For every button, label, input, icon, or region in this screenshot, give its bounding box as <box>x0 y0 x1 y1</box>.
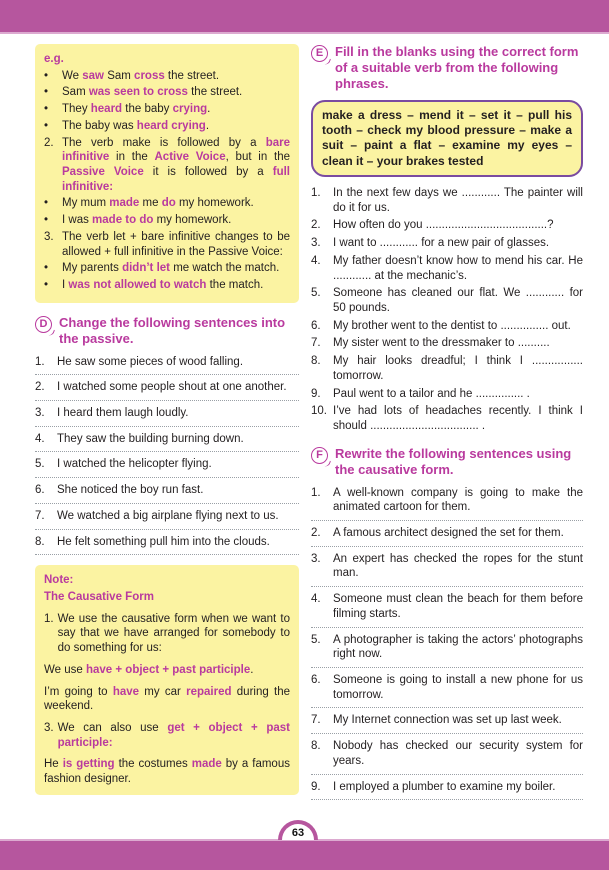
example-line <box>44 85 290 100</box>
section-f-heading <box>311 446 583 478</box>
bullet-marker: • <box>44 119 49 132</box>
exercise-item <box>35 355 299 370</box>
note-paragraph <box>44 612 290 656</box>
exercise-item <box>311 739 583 768</box>
item-text: In the next few days we ............ The painter will do it for us. <box>333 187 583 214</box>
item-text: My brother went to the dentist to ............... out. <box>333 319 571 332</box>
accent-text: crying <box>172 103 208 116</box>
example-line-text: We saw Sam cross the street. <box>62 69 220 82</box>
bottom-border-bar <box>0 839 609 870</box>
accent-text: made <box>109 197 140 210</box>
bullet-marker: • <box>44 262 49 275</box>
item-text: A well-known company is going to make the animated cartoon for them. <box>333 486 583 514</box>
accent-text: was not allowed to watch <box>68 279 207 292</box>
bullet-marker: • <box>44 279 49 292</box>
answer-dotted-line <box>311 774 583 775</box>
item-number: 4. <box>311 593 321 606</box>
paragraph-text: He is getting the costumes made by a famous fashion designer. <box>44 758 290 786</box>
item-number: 3. <box>35 406 45 419</box>
item-text: An expert has checked the ropes for the stunt man. <box>333 552 583 580</box>
exercise-item <box>311 780 583 795</box>
item-text: We watched a big airplane flying next to us. <box>57 509 279 522</box>
paragraph-number: 1. <box>44 612 54 625</box>
answer-dotted-line <box>35 554 299 555</box>
exercise-item <box>311 319 583 334</box>
example-line-text: They heard the baby crying. <box>62 103 211 116</box>
item-number: 8. <box>311 740 321 753</box>
item-number: 5. <box>311 633 321 646</box>
exercise-item <box>311 552 583 581</box>
example-line <box>44 213 290 228</box>
exercise-item <box>311 592 583 621</box>
note-paragraphs <box>44 612 290 787</box>
paragraph-text: I’m going to have my car repaired during the weekend. <box>44 685 290 713</box>
note-paragraph <box>44 663 290 678</box>
item-text: He saw some pieces of wood falling. <box>57 355 244 368</box>
exercise-item <box>35 535 299 550</box>
section-d-title: Change the following sentences into the passive. <box>59 314 286 346</box>
right-column <box>311 44 583 805</box>
item-number: 10. <box>311 405 327 418</box>
accent-text: have <box>112 685 140 698</box>
exercise-item <box>311 486 583 515</box>
answer-dotted-line <box>35 400 299 401</box>
section-e-badge-icon: E <box>311 45 328 62</box>
example-line <box>44 119 290 134</box>
item-number: 1. <box>311 187 321 200</box>
bullet-marker: • <box>44 86 49 99</box>
exercise-item <box>35 509 299 524</box>
answer-dotted-line <box>311 799 583 800</box>
bullet-marker: • <box>44 197 49 210</box>
item-number: 3. <box>311 237 321 250</box>
item-number: 7. <box>311 714 321 727</box>
exercise-item <box>311 673 583 702</box>
line-number: 3. <box>44 230 54 243</box>
section-f-badge-icon: F <box>311 447 328 464</box>
note-paragraph <box>44 757 290 786</box>
answer-dotted-line <box>35 503 299 504</box>
accent-text: cross <box>134 69 165 82</box>
bullet-marker: • <box>44 103 49 116</box>
example-line-text: The verb let + bare infinitive changes to be allowed + full infinitive in the Passive Voice: <box>62 230 290 258</box>
item-number: 8. <box>35 535 45 548</box>
item-number: 9. <box>311 387 321 400</box>
bullet-marker: • <box>44 69 49 82</box>
exercise-item <box>311 404 583 433</box>
item-text: She noticed the boy run fast. <box>57 484 204 497</box>
accent-text: saw <box>82 69 104 82</box>
item-number: 2. <box>311 526 321 539</box>
answer-dotted-line <box>35 374 299 375</box>
exercise-list-d <box>35 355 299 556</box>
item-number: 2. <box>311 219 321 232</box>
item-number: 4. <box>311 254 321 267</box>
item-text: My father doesn’t know how to mend his car. He ............ at the mechanic’s. <box>333 254 583 282</box>
answer-dotted-line <box>311 520 583 521</box>
item-text: They saw the building burning down. <box>57 432 244 445</box>
item-number: 7. <box>311 337 321 350</box>
phrase-bank-box: make a dress – mend it – set it – pull his tooth – check my blood pressure – make a suit – paint a flat – examine my eyes – clean it – your brakes tested <box>311 100 583 177</box>
item-text: A famous architect designed the set for them. <box>333 526 564 539</box>
item-number: 6. <box>311 319 321 332</box>
line-number: 2. <box>44 136 54 149</box>
left-column <box>35 44 299 795</box>
item-number: 8. <box>311 355 321 368</box>
item-number: 6. <box>311 673 321 686</box>
accent-text: was seen to cross <box>88 86 188 99</box>
answer-dotted-line <box>311 546 583 547</box>
paragraph-text: We use have + object + past participle. <box>44 663 254 676</box>
accent-text: heard <box>90 103 123 116</box>
exercise-item <box>35 406 299 421</box>
item-number: 2. <box>35 381 45 394</box>
example-line-text: I was made to do my homework. <box>62 214 232 227</box>
item-number: 3. <box>311 552 321 565</box>
accent-text: didn’t let <box>122 262 170 275</box>
accent-text: made <box>191 758 222 771</box>
page-number: 63 <box>291 826 305 839</box>
accent-text: have + object + past participle <box>85 663 251 676</box>
exercise-item <box>35 432 299 447</box>
exercise-item <box>311 286 583 315</box>
answer-dotted-line <box>311 586 583 587</box>
accent-text: get + object + past participle: <box>57 722 290 749</box>
paragraph-text: We can also use get + object + past participle: <box>57 722 290 749</box>
example-line-text: Sam was seen to cross the street. <box>62 86 243 99</box>
exercise-list-e <box>311 186 583 434</box>
item-number: 1. <box>311 486 321 499</box>
section-e-heading <box>311 44 583 92</box>
example-line-text: The baby was heard crying. <box>62 119 210 132</box>
example-line-text: I was not allowed to watch the match. <box>62 279 264 292</box>
answer-dotted-line <box>311 707 583 708</box>
item-number: 5. <box>35 458 45 471</box>
example-line <box>44 69 290 84</box>
item-number: 9. <box>311 780 321 793</box>
example-line-text: My mum made me do my homework. <box>62 197 254 210</box>
example-line <box>44 261 290 276</box>
example-line <box>44 278 290 293</box>
exercise-item <box>311 526 583 541</box>
accent-text: do <box>161 197 176 210</box>
answer-dotted-line <box>311 667 583 668</box>
example-line-text: My parents didn’t let me watch the match. <box>62 262 280 275</box>
item-text: Nobody has checked our security system for years. <box>333 740 583 767</box>
exercise-item <box>311 254 583 283</box>
answer-dotted-line <box>35 529 299 530</box>
accent-text: heard crying <box>136 119 206 132</box>
note-box <box>35 565 299 795</box>
exercise-item <box>311 218 583 233</box>
example-box <box>35 44 299 303</box>
item-text: Someone has cleaned our flat. We ............ for 50 pounds. <box>333 287 583 315</box>
item-text: My Internet connection was set up last week. <box>333 714 562 727</box>
example-lines <box>44 69 290 293</box>
accent-text: full infinitive: <box>62 166 290 193</box>
answer-dotted-line <box>311 627 583 628</box>
exercise-item <box>311 186 583 215</box>
bullet-marker: • <box>44 214 49 227</box>
item-text: I want to ............ for a new pair of glasses. <box>333 237 550 250</box>
answer-dotted-line <box>35 426 299 427</box>
item-text: A photographer is taking the actors’ photographs right now. <box>333 633 583 661</box>
top-border-bar <box>0 0 609 34</box>
exercise-item <box>311 387 583 402</box>
accent-text: made to do <box>92 214 154 227</box>
item-text: I watched the helicopter flying. <box>57 458 212 471</box>
example-line-text: The verb make is followed by a bare infinitive in the Active Voice, but in the Passive Voice it is followed by a full infinitive: <box>62 136 290 193</box>
exercise-item <box>35 483 299 498</box>
example-line <box>44 102 290 117</box>
section-d-heading <box>35 315 299 347</box>
section-d-badge-icon: D <box>35 316 52 333</box>
accent-text: Passive Voice <box>62 166 144 179</box>
exercise-item <box>35 457 299 472</box>
accent-text: repaired <box>186 685 232 698</box>
item-text: Someone must clean the beach for them before filming starts. <box>333 593 583 620</box>
exercise-list-f <box>311 486 583 801</box>
note-box-subtitle: The Causative Form <box>44 590 154 603</box>
exercise-item <box>311 336 583 351</box>
exercise-item <box>311 354 583 383</box>
exercise-item <box>311 713 583 728</box>
item-text: My hair looks dreadful; I think I ................ tomorrow. <box>333 355 583 382</box>
item-number: 5. <box>311 287 321 300</box>
paragraph-number: 3. <box>44 722 54 734</box>
note-paragraph <box>44 721 290 750</box>
item-text: I’ve had lots of headaches recently. I think I should .................................. . <box>333 405 583 433</box>
item-text: My sister went to the dressmaker to .......... <box>333 337 550 350</box>
item-number: 7. <box>35 509 45 522</box>
item-text: Paul went to a tailor and he ............... . <box>333 387 530 400</box>
paragraph-text: We use the causative form when we want to say that we have arranged for somebody to do something for us: <box>57 612 290 655</box>
item-text: How often do you ......................................? <box>333 219 554 232</box>
item-number: 6. <box>35 484 45 497</box>
accent-text: bare infinitive <box>62 136 290 164</box>
accent-text: Active Voice <box>154 151 226 164</box>
section-e-title: Fill in the blanks using the correct form of a suitable verb from the following phrases. <box>335 44 579 91</box>
item-text: I heard them laugh loudly. <box>57 406 189 419</box>
page-number-badge <box>278 820 318 840</box>
note-paragraph <box>44 685 290 714</box>
accent-text: is getting <box>62 758 115 771</box>
answer-dotted-line <box>35 451 299 452</box>
example-line <box>44 136 290 195</box>
item-text: I employed a plumber to examine my boiler. <box>333 780 556 793</box>
item-number: 1. <box>35 355 45 368</box>
item-text: He felt something pull him into the clouds. <box>57 535 270 548</box>
example-box-title: e.g. <box>44 53 64 65</box>
exercise-item <box>311 633 583 662</box>
note-box-title: Note: <box>44 574 74 587</box>
answer-dotted-line <box>311 733 583 734</box>
example-line <box>44 196 290 211</box>
item-text: Someone is going to install a new phone for us tomorrow. <box>333 673 583 701</box>
exercise-item <box>35 380 299 395</box>
section-f-title: Rewrite the following sentences using the causative form. <box>335 445 572 477</box>
example-line <box>44 230 290 259</box>
item-text: I watched some people shout at one another. <box>57 381 287 394</box>
answer-dotted-line <box>35 477 299 478</box>
exercise-item <box>311 236 583 251</box>
item-number: 4. <box>35 432 45 445</box>
